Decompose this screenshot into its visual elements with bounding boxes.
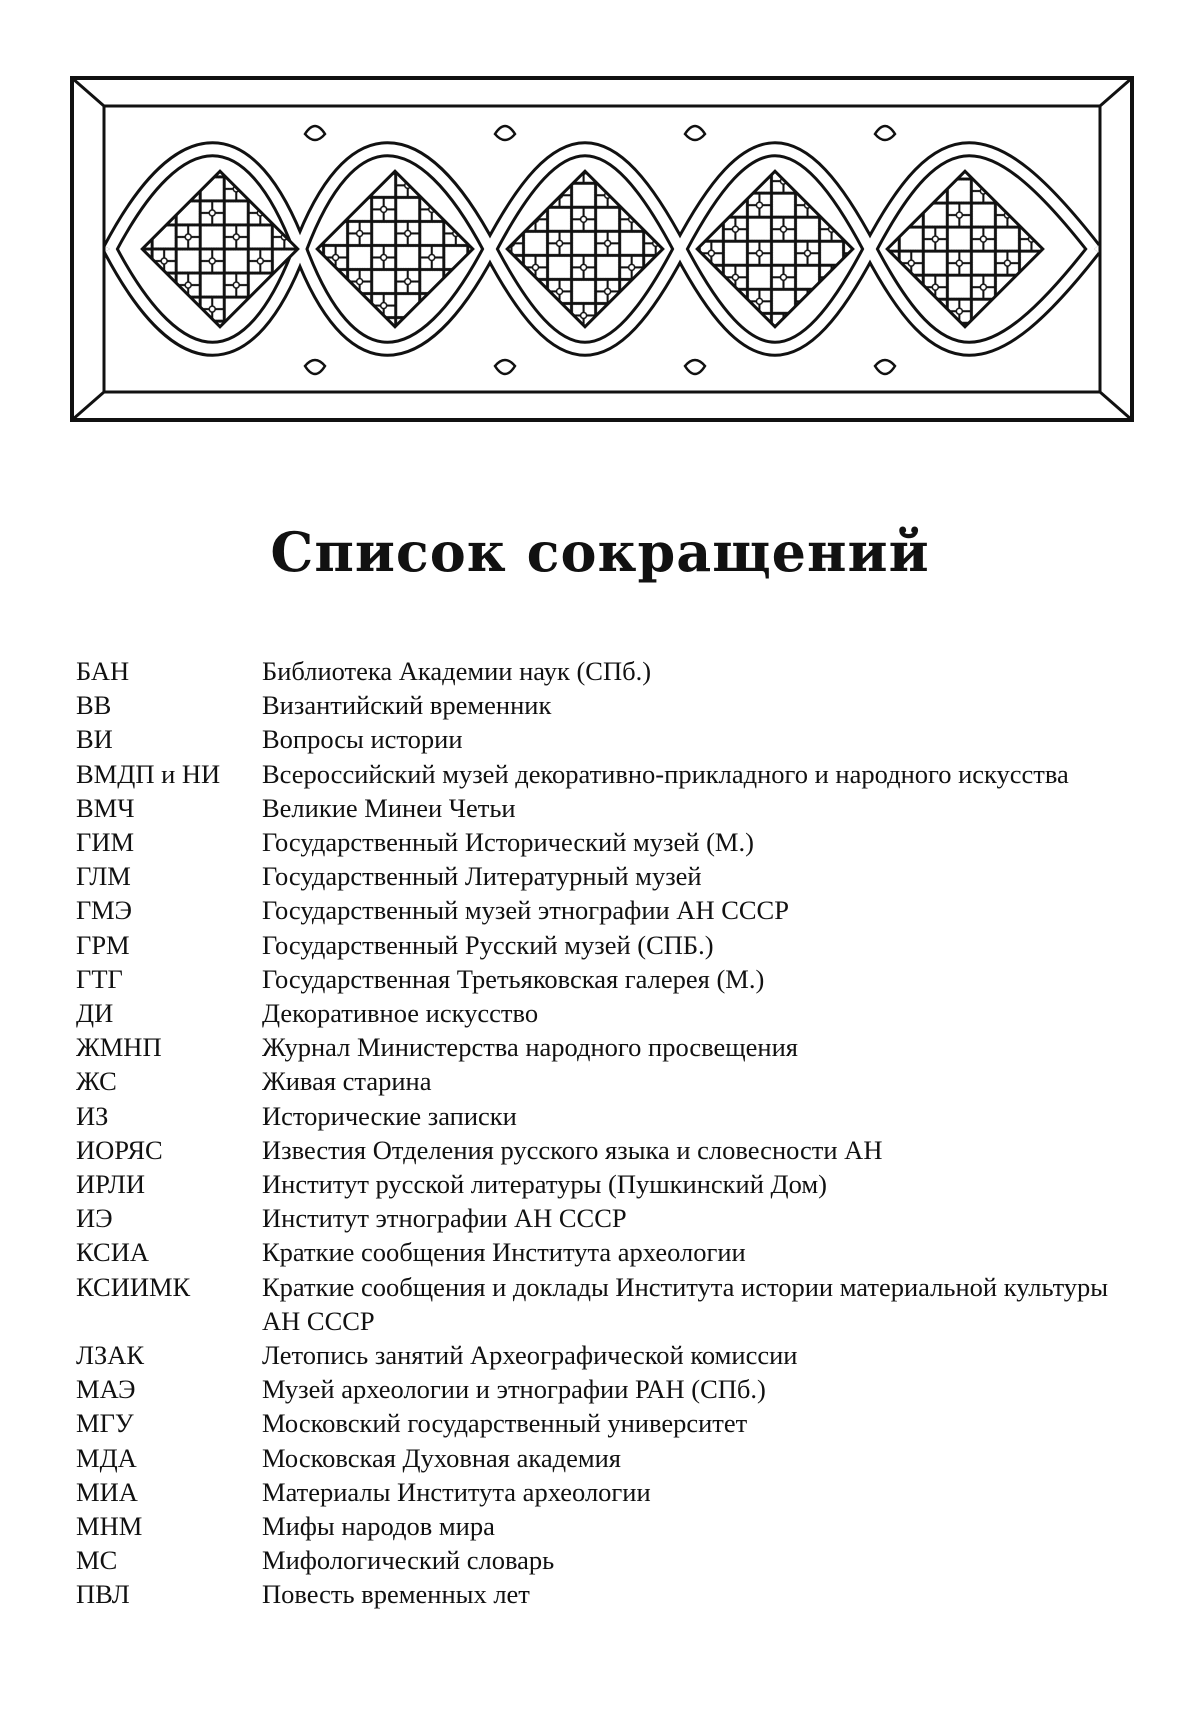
abbreviation-term: ГТГ <box>76 963 123 994</box>
abbreviation-definition: Живая старина <box>262 1066 432 1097</box>
abbreviation-list <box>76 654 1140 1612</box>
abbreviation-term: МС <box>76 1545 118 1576</box>
abbreviation-term: ВМЧ <box>76 792 135 823</box>
abbreviation-term: МАЭ <box>76 1374 136 1405</box>
abbreviation-term: ЖС <box>76 1066 117 1097</box>
list-item <box>76 996 1140 1030</box>
abbreviation-term: КСИИМК <box>76 1271 191 1302</box>
abbreviation-term: ГИМ <box>76 827 135 858</box>
list-item <box>76 859 1140 893</box>
abbreviation-term: ИОРЯС <box>76 1134 163 1165</box>
abbreviation-term: ВИ <box>76 724 113 755</box>
abbreviation-definition: Повесть временных лет <box>262 1579 530 1610</box>
abbreviation-term: МГУ <box>76 1408 134 1439</box>
list-item <box>76 1406 1140 1440</box>
list-item <box>76 722 1140 756</box>
abbreviation-definition: Летопись занятий Археографической комиссии <box>262 1340 798 1371</box>
abbreviation-term: ГРМ <box>76 929 130 960</box>
abbreviation-definition: Краткие сообщения Института археологии <box>262 1237 746 1268</box>
list-item <box>76 654 1140 688</box>
abbreviation-definition: Декоративное искусство <box>262 998 539 1029</box>
page-title: Список сокращений <box>270 520 930 584</box>
abbreviation-definition: Материалы Института археологии <box>262 1476 651 1507</box>
list-item <box>76 1167 1140 1201</box>
abbreviation-term: ГМЭ <box>76 895 133 926</box>
abbreviation-term: ИРЛИ <box>76 1169 145 1200</box>
abbreviation-definition: Исторические записки <box>262 1100 517 1131</box>
list-item <box>76 962 1140 996</box>
abbreviation-term: ЖМНП <box>76 1032 162 1063</box>
abbreviation-definition: Мифы народов мира <box>262 1511 495 1542</box>
abbreviation-definition: Государственный Литературный музей <box>262 861 702 892</box>
abbreviation-definition: Государственный Исторический музей (М.) <box>262 827 754 858</box>
list-item <box>76 1235 1140 1269</box>
abbreviation-definition: Институт этнографии АН СССР <box>262 1203 627 1234</box>
list-item <box>76 1030 1140 1064</box>
interlace-ornament-border <box>70 76 1134 422</box>
list-item <box>76 791 1140 825</box>
list-item <box>76 893 1140 927</box>
abbreviation-definition: Мифологический словарь <box>262 1545 555 1576</box>
abbreviation-term: ЛЗАК <box>76 1340 145 1371</box>
list-item <box>76 1441 1140 1475</box>
list-item <box>76 1338 1140 1372</box>
list-item <box>76 688 1140 722</box>
list-item <box>76 1099 1140 1133</box>
abbreviation-term: МНМ <box>76 1511 143 1542</box>
abbreviation-definition: Государственная Третьяковская галерея (М.) <box>262 963 765 994</box>
list-item <box>76 1064 1140 1098</box>
list-item <box>76 1372 1140 1406</box>
list-item <box>76 1475 1140 1509</box>
abbreviation-definition: Библиотека Академии наук (СПб.) <box>262 656 652 686</box>
abbreviation-definition: Московская Духовная академия <box>262 1442 621 1473</box>
abbreviation-definition: Журнал Министерства народного просвещения <box>262 1032 798 1063</box>
list-item <box>76 757 1140 791</box>
abbreviation-term: ПВЛ <box>76 1579 130 1610</box>
abbreviation-definition: Всероссийский музей декоративно-прикладного и народного искусства <box>262 758 1069 789</box>
abbreviation-definition: Краткие сообщения и доклады Института истории материальной культуры АН СССР <box>262 1271 1109 1336</box>
abbreviation-term: БАН <box>76 656 130 686</box>
abbreviation-term: ИЭ <box>76 1203 113 1234</box>
abbreviation-term: КСИА <box>76 1237 149 1268</box>
abbreviation-definition: Государственный Русский музей (СПБ.) <box>262 929 714 960</box>
abbreviation-term: ГЛМ <box>76 861 131 892</box>
abbreviation-definition: Государственный музей этнографии АН СССР <box>262 895 789 926</box>
abbreviation-term: ВМДП и НИ <box>76 758 221 789</box>
list-item <box>76 1133 1140 1167</box>
abbreviation-definition: Институт русской литературы (Пушкинский Дом) <box>262 1169 827 1200</box>
list-item <box>76 1543 1140 1577</box>
abbreviation-definition: Музей археологии и этнографии РАН (СПб.) <box>262 1374 766 1405</box>
abbreviation-term: ВВ <box>76 690 112 721</box>
abbreviation-definition: Византийский временник <box>262 690 552 721</box>
abbreviation-term: МДА <box>76 1442 137 1473</box>
abbreviation-term: ДИ <box>76 998 114 1029</box>
list-item <box>76 825 1140 859</box>
abbreviation-definition: Московский государственный университет <box>262 1408 748 1439</box>
abbreviation-term: МИА <box>76 1476 138 1507</box>
abbreviation-definition: Великие Минеи Четьи <box>262 792 516 823</box>
list-item <box>76 1577 1140 1611</box>
list-item <box>76 928 1140 962</box>
abbreviation-definition: Известия Отделения русского языка и словесности АН <box>262 1134 883 1165</box>
list-item <box>76 1201 1140 1235</box>
abbreviation-term: ИЗ <box>76 1100 109 1131</box>
list-item <box>76 1509 1140 1543</box>
abbreviation-definition: Вопросы истории <box>262 724 463 755</box>
list-item <box>76 1270 1140 1338</box>
